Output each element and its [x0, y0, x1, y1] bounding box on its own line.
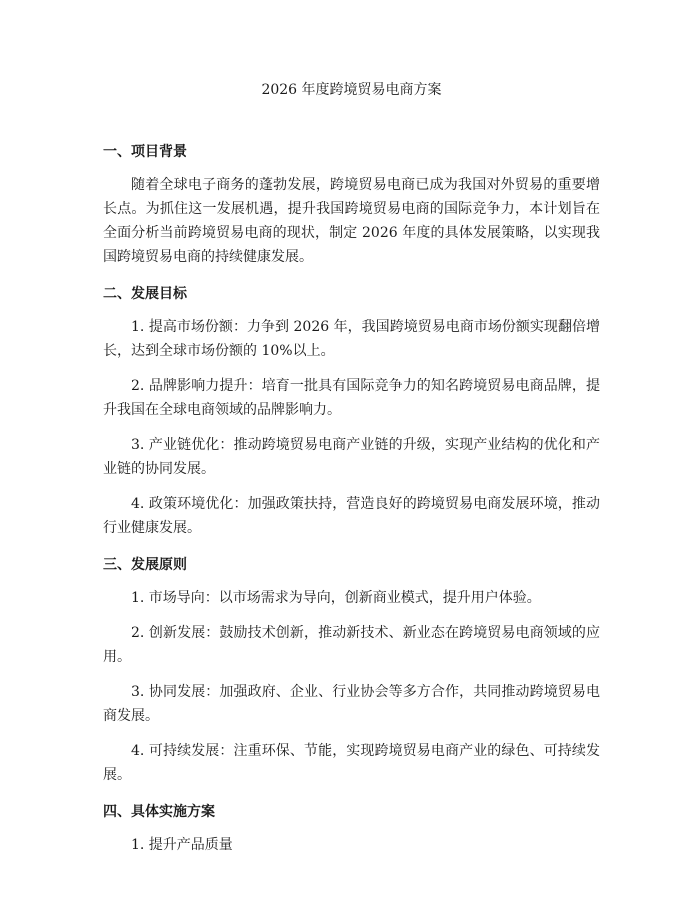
- section-implementation: [103, 801, 600, 857]
- list-item: 2. 创新发展：鼓励技术创新，推动新技术、新业态在跨境贸易电商领域的应用。: [103, 625, 600, 665]
- section-heading: 三、发展原则: [103, 557, 187, 573]
- list-item: 3. 产业链优化：推动跨境贸易电商产业链的升级，实现产业结构的优化和产业链的协同发展。: [103, 437, 600, 477]
- list-item: 3. 协同发展：加强政府、企业、行业协会等多方合作，共同推动跨境贸易电商发展。: [103, 684, 600, 724]
- section-goals: [103, 283, 600, 540]
- list-item: 4. 可持续发展：注重环保、节能，实现跨境贸易电商产业的绿色、可持续发展。: [103, 743, 600, 783]
- section-heading: 四、具体实施方案: [103, 804, 215, 820]
- section-heading: 一、项目背景: [103, 144, 187, 160]
- section-heading: 二、发展目标: [103, 286, 187, 302]
- list-item: 1. 提高市场份额：力争到 2026 年，我国跨境贸易电商市场份额实现翻倍增长，达到全球市场份额的 10%以上。: [103, 319, 600, 359]
- paragraph: 随着全球电子商务的蓬勃发展，跨境贸易电商已成为我国对外贸易的重要增长点。为抓住这一发展机遇，提升我国跨境贸易电商的国际竞争力，本计划旨在全面分析当前跨境贸易电商的现状，制定 2026 年度的具体发展策略，以实现我国跨境贸易电商的持续健康发展。: [103, 177, 600, 265]
- list-item: 1. 市场导向：以市场需求为导向，创新商业模式，提升用户体验。: [131, 590, 541, 606]
- list-item: 4. 政策环境优化：加强政策扶持，营造良好的跨境贸易电商发展环境，推动行业健康发展。: [103, 496, 600, 536]
- list-item: 1. 提升产品质量: [131, 837, 233, 853]
- section-principles: [103, 554, 600, 787]
- document-body: [103, 141, 600, 868]
- document-title: 2026 年度跨境贸易电商方案: [261, 82, 442, 98]
- list-item: 2. 品牌影响力提升：培育一批具有国际竞争力的知名跨境贸易电商品牌，提升我国在全球电商领域的品牌影响力。: [103, 378, 600, 418]
- section-background: [103, 141, 600, 269]
